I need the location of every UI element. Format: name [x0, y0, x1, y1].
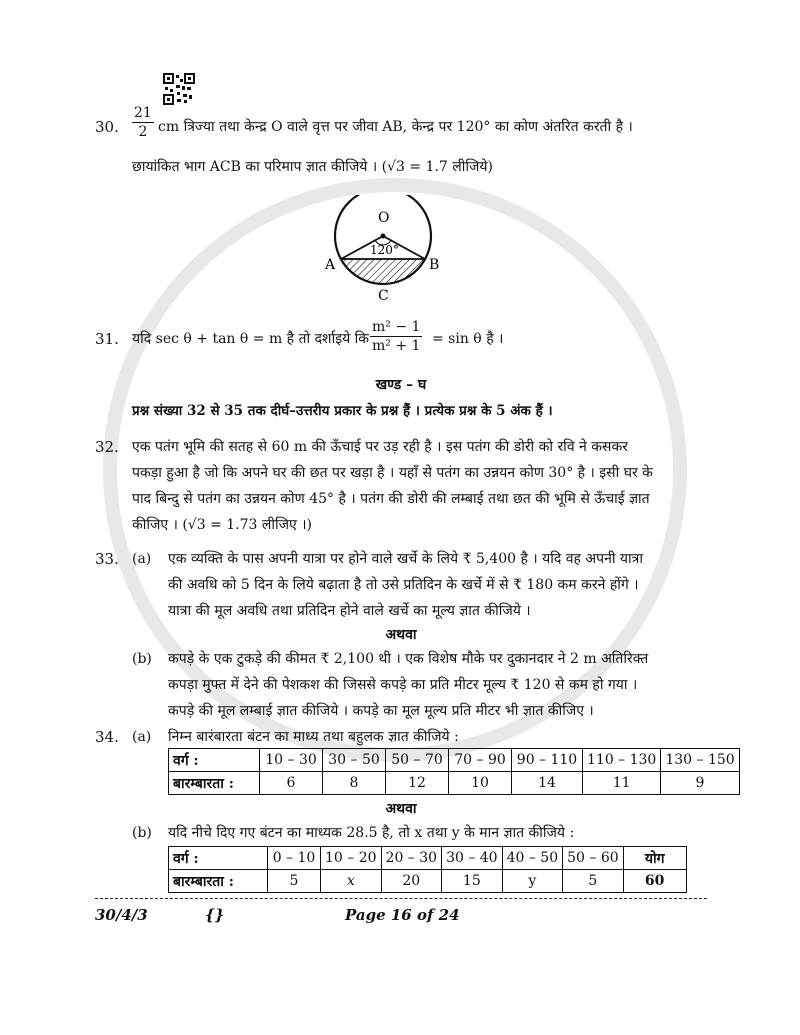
fraction-numerator: m² − 1	[372, 319, 421, 335]
question-text: निम्न बारंबारता बंटन का माध्य तथा बहुलक ज्ञात कीजिये :	[168, 729, 459, 745]
table-cell: 30 – 40	[442, 847, 503, 870]
table-cell: 60	[623, 870, 686, 893]
question-line: पकड़ा हुआ है जो कि अपने घर की छत पर खड़ा है । यहाँ से पतंग का उन्नयन कोण 30° है । इसी घर के	[132, 465, 653, 481]
fraction-denominator: m² + 1	[372, 338, 421, 354]
table-row	[169, 749, 740, 772]
table-cell: बारम्बारता :	[169, 772, 260, 795]
table-cell: 10 – 20	[321, 847, 382, 870]
question-number: 34.	[95, 728, 119, 746]
question-text: cm त्रिज्या तथा केन्द्र O वाले वृत्त पर जीवा AB, केन्द्र पर 120° का कोण अंतरित करती है ।	[158, 119, 633, 135]
question-line: कपड़ा मुफ्त में देने की पेशकश की जिससे कपड़े का प्रति मीटर मूल्य ₹ 120 से कम हो गया ।	[168, 677, 638, 693]
table-cell: y	[502, 870, 563, 893]
section-instruction: प्रश्न संख्या 32 से 35 तक दीर्घ–उत्तरीय प्रकार के प्रश्न हैं । प्रत्येक प्रश्न के 5 अंक हैं ।	[132, 403, 553, 419]
footer-divider	[95, 898, 707, 899]
part-label: (a)	[132, 551, 152, 567]
question-line: कपड़े के एक टुकड़े की कीमत ₹ 2,100 थी । एक विशेष मौके पर दुकानदार ने 2 m अतिरिक्त	[168, 651, 649, 667]
table-cell: x	[321, 870, 382, 893]
part-label: (b)	[132, 825, 152, 841]
question-line: एक व्यक्ति के पास अपनी यात्रा पर होने वाले खर्चे के लिये ₹ 5,400 है । यदि वह अपनी यात्रा	[168, 551, 644, 567]
table-row	[169, 772, 740, 795]
table-cell: वर्ग :	[169, 847, 268, 870]
label-c: C	[378, 288, 389, 304]
table-cell: योग	[623, 847, 686, 870]
table-row	[169, 870, 687, 893]
paper-code: 30/4/3	[95, 906, 148, 924]
angle-label: 120°	[370, 243, 399, 257]
table-cell: 40 – 50	[502, 847, 563, 870]
table-row	[169, 847, 687, 870]
table-cell: 10 – 30	[260, 749, 323, 772]
or-separator: अथवा	[385, 627, 417, 643]
fraction-denominator: 2	[138, 124, 148, 140]
circle-segment-figure	[318, 195, 448, 305]
question-number: 30.	[95, 118, 119, 136]
question-text: छायांकित भाग ACB का परिमाप ज्ञात कीजिये । (√3 = 1.7 लीजिये)	[132, 159, 493, 175]
table-cell: 5	[563, 870, 624, 893]
question-text: यदि नीचे दिए गए बंटन का माध्यक 28.5 है, तो x तथा y के मान ज्ञात कीजिये :	[168, 825, 575, 841]
question-number: 32.	[95, 438, 119, 456]
table-cell: बारम्बारता :	[169, 870, 268, 893]
table-cell: वर्ग :	[169, 749, 260, 772]
table-cell: 20 – 30	[381, 847, 442, 870]
label-b: B	[429, 257, 440, 273]
table-cell: 9	[661, 772, 739, 795]
table-cell: 50 – 60	[563, 847, 624, 870]
sin-fraction	[370, 318, 422, 355]
table-cell: 30 – 50	[323, 749, 386, 772]
question-line: कीजिए । (√3 = 1.73 लीजिए ।)	[132, 517, 312, 533]
table-cell: 14	[512, 772, 583, 795]
table-cell: 11	[583, 772, 661, 795]
table-cell: 6	[260, 772, 323, 795]
question-number: 33.	[95, 550, 119, 568]
fraction-numerator: 21	[134, 105, 152, 121]
question-line: एक पतंग भूमि की सतह से 60 m की ऊँचाई पर उड़ रही है । इस पतंग की डोरी को रवि ने कसकर	[132, 439, 628, 455]
or-separator: अथवा	[385, 801, 417, 817]
table-cell: 110 – 130	[583, 749, 661, 772]
table-cell: 10	[449, 772, 512, 795]
question-text: यदि sec θ + tan θ = m है तो दर्शाइये कि	[132, 331, 370, 347]
part-label: (a)	[132, 729, 152, 745]
table-cell: 15	[442, 870, 503, 893]
page-number: Page 16 of 24	[345, 906, 460, 924]
table-cell: 130 – 150	[661, 749, 739, 772]
frequency-table-b	[168, 846, 687, 893]
table-cell: 5	[268, 870, 321, 893]
table-cell: 70 – 90	[449, 749, 512, 772]
question-line: की अवधि को 5 दिन के लिये बढ़ाता है तो उसे प्रतिदिन के खर्चे में से ₹ 180 कम करने होंगे ।	[168, 577, 639, 593]
section-title: खण्ड – घ	[375, 377, 427, 393]
question-text: = sin θ है ।	[432, 331, 504, 347]
table-cell: 20	[381, 870, 442, 893]
table-cell: 90 – 110	[512, 749, 583, 772]
question-line: कपड़े की मूल लम्बाई ज्ञात कीजिये । कपड़े का मूल मूल्य प्रति मीटर भी ज्ञात कीजिए ।	[168, 703, 594, 719]
question-number: 31.	[95, 330, 119, 348]
question-line: पाद बिन्दु से पतंग का उन्नयन कोण 45° है । पतंग की डोरी की लम्बाई तथा छत की भूमि से ऊँचाई ज्ञात	[132, 491, 650, 507]
part-label: (b)	[132, 651, 152, 667]
label-o: O	[378, 210, 390, 226]
qr-code-icon	[163, 73, 195, 105]
table-cell: 8	[323, 772, 386, 795]
footer-braces: {}	[205, 906, 225, 924]
label-a: A	[325, 257, 336, 273]
table-cell: 50 – 70	[386, 749, 449, 772]
table-cell: 12	[386, 772, 449, 795]
radius-fraction	[132, 104, 154, 141]
question-line: यात्रा की मूल अवधि तथा प्रतिदिन होने वाले खर्चे का मूल्य ज्ञात कीजिये ।	[168, 603, 531, 619]
frequency-table-a	[168, 748, 740, 795]
table-cell: 0 – 10	[268, 847, 321, 870]
